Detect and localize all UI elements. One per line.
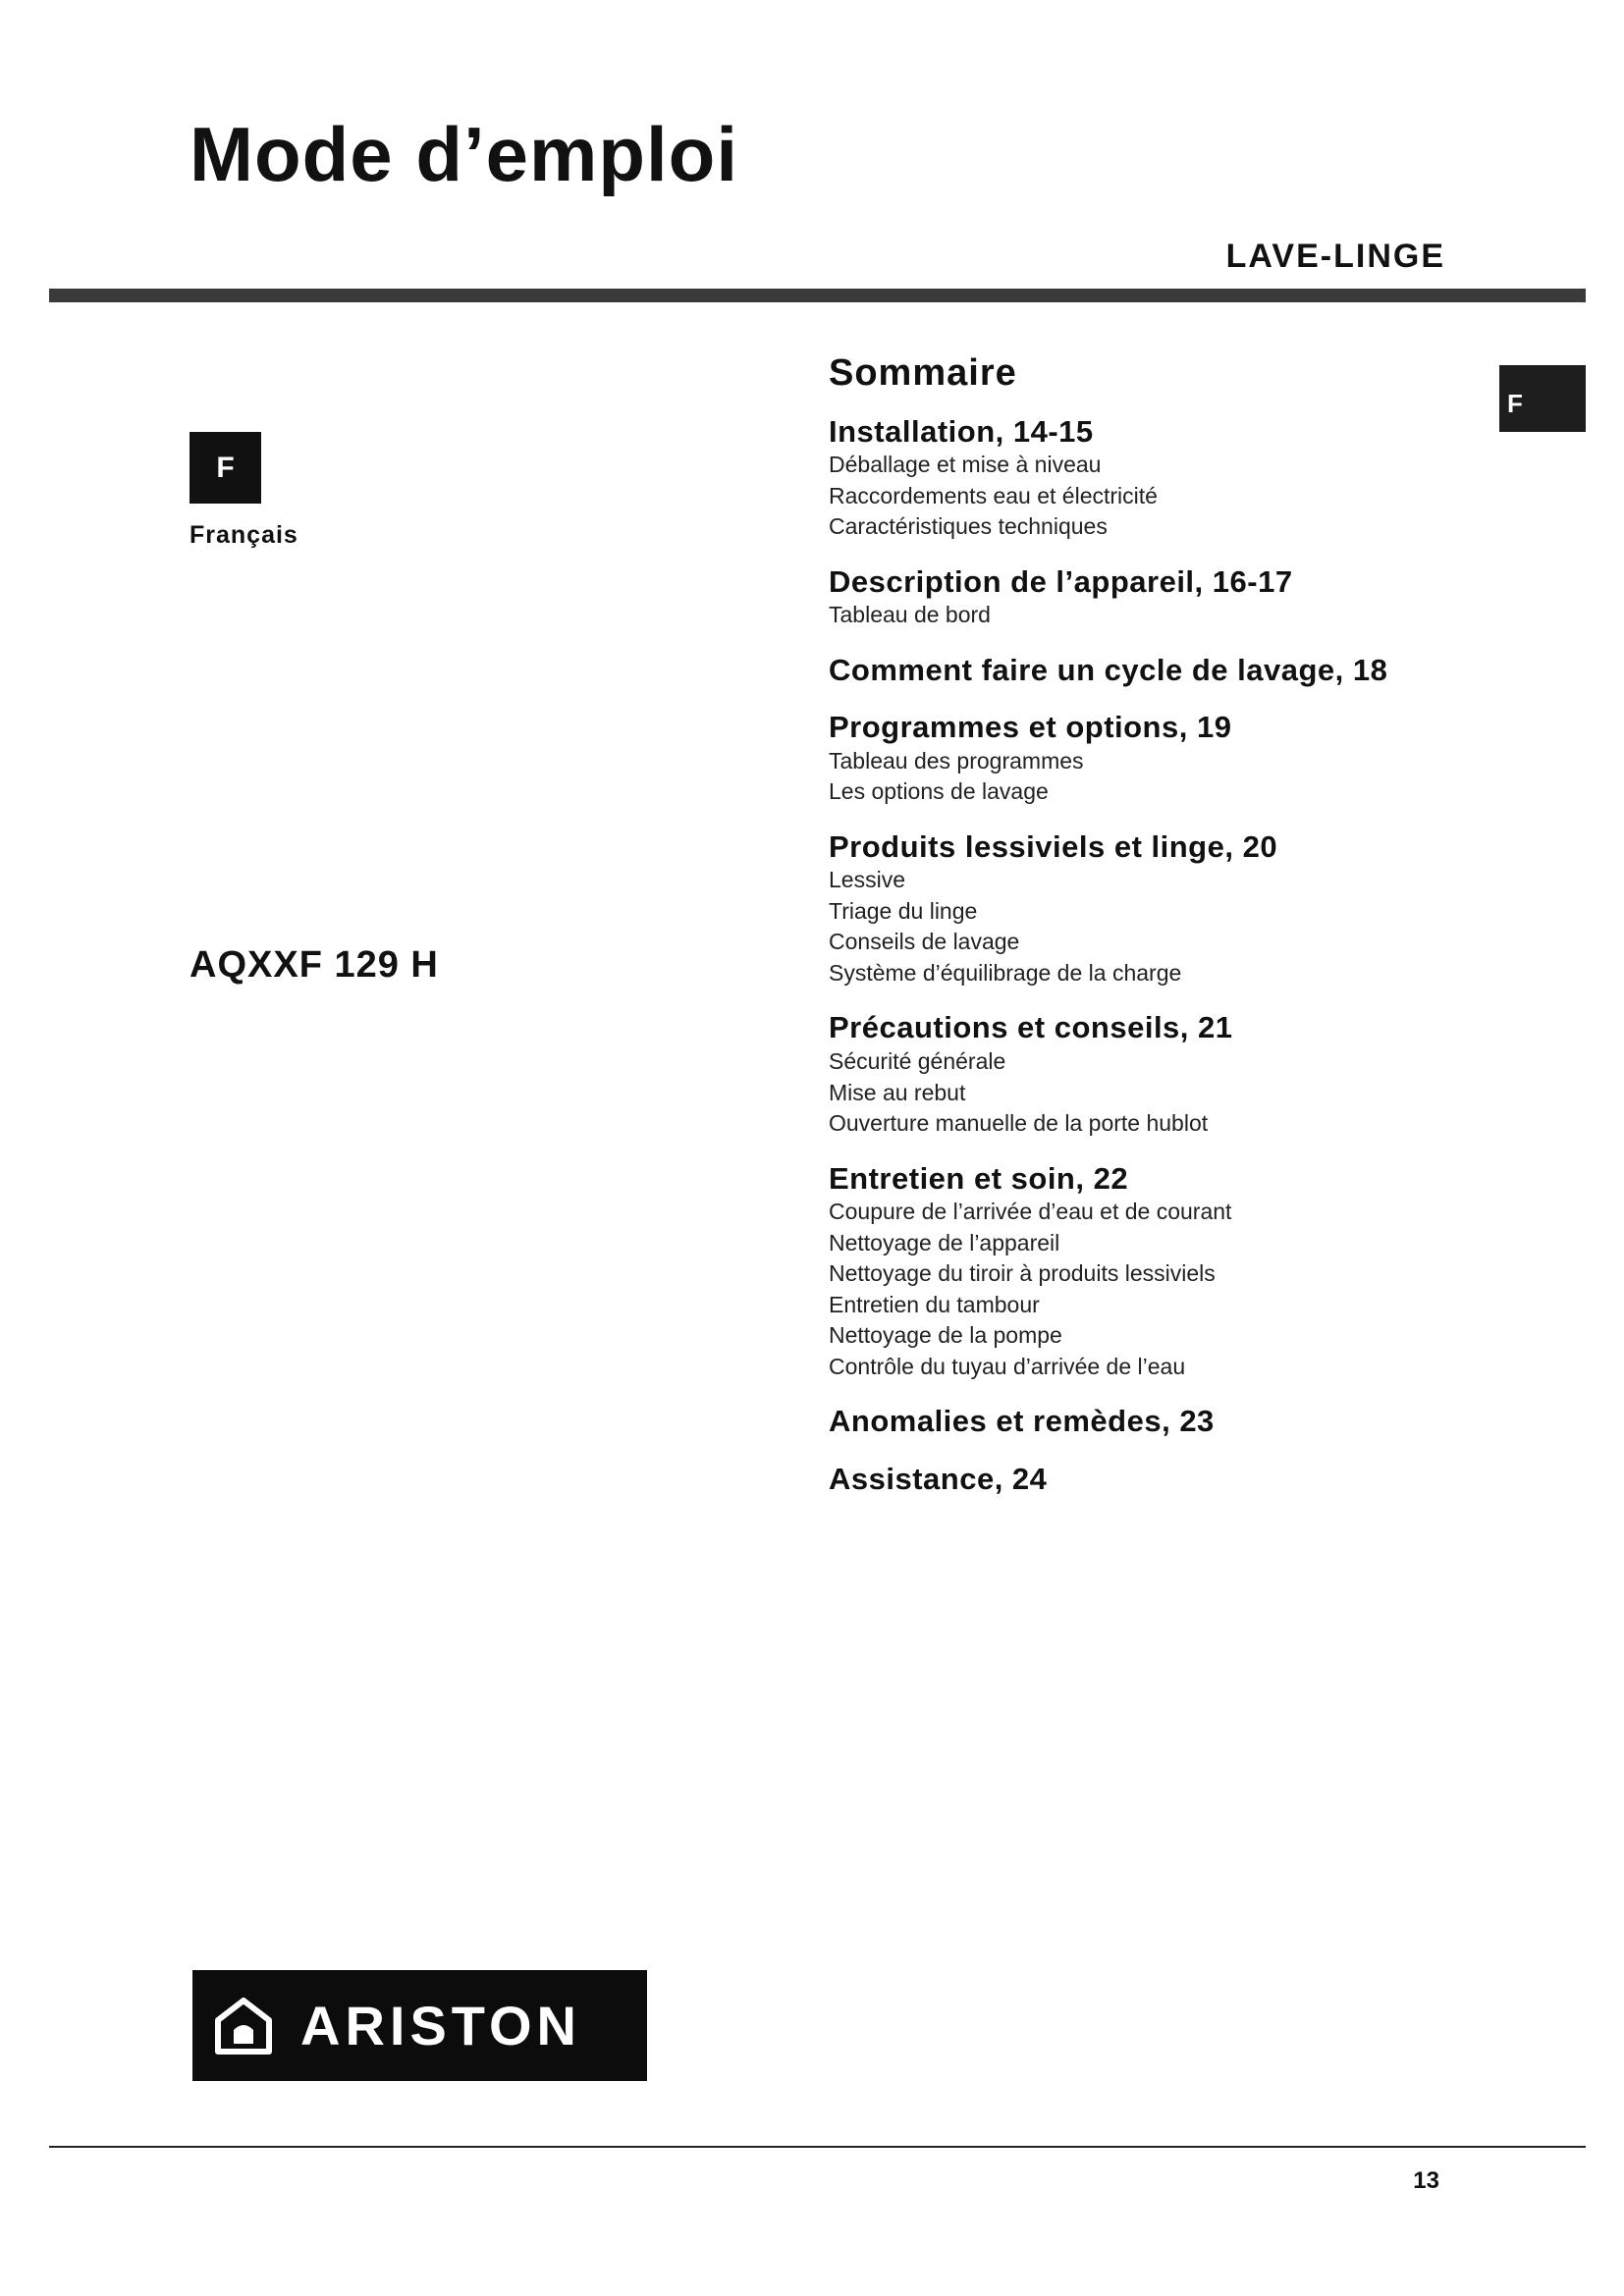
toc-section	[829, 1404, 1496, 1440]
toc-section-title: Installation, 14-15	[829, 413, 1094, 449]
toc-item: Déballage et mise à niveau	[829, 452, 1102, 478]
toc-section-title: Anomalies et remèdes, 23	[829, 1404, 1215, 1439]
toc-item: Triage du linge	[829, 897, 978, 924]
toc-item: Entretien du tambour	[829, 1291, 1040, 1317]
toc-item: Nettoyage de la pompe	[829, 1322, 1062, 1349]
toc-item: Nettoyage du tiroir à produits lessiviels	[829, 1260, 1216, 1287]
language-label: Français	[189, 521, 298, 549]
toc-section-title: Précautions et conseils, 21	[829, 1010, 1233, 1045]
toc-section-title: Assistance, 24	[829, 1461, 1048, 1496]
brand-name: ARISTON	[300, 1995, 581, 2056]
language-badge: F	[189, 432, 261, 504]
product-type: LAVE-LINGE	[1225, 238, 1445, 275]
toc-section	[829, 414, 1496, 543]
toc-item: Ouverture manuelle de la porte hublot	[829, 1110, 1209, 1137]
toc-section	[829, 1010, 1496, 1139]
toc-item: Coupure de l’arrivée d’eau et de courant	[829, 1199, 1232, 1225]
footer-divider	[49, 2146, 1586, 2148]
toc-item: Lessive	[829, 867, 905, 893]
toc-item-list	[829, 600, 1496, 631]
house-icon	[212, 1995, 275, 2057]
toc-section-title: Description de l’appareil, 16-17	[829, 563, 1293, 599]
header-divider	[49, 289, 1586, 302]
toc-section	[829, 710, 1496, 808]
toc-item-list	[829, 1197, 1496, 1382]
toc-section	[829, 1462, 1496, 1498]
toc-heading: Sommaire	[829, 352, 1017, 394]
toc-item: Tableau des programmes	[829, 747, 1084, 774]
brand-logo	[192, 1970, 647, 2081]
side-language-tab: F	[1499, 365, 1586, 432]
toc-item-list	[829, 1046, 1496, 1140]
toc-section-title: Produits lessiviels et linge, 20	[829, 828, 1278, 864]
toc-section	[829, 653, 1496, 689]
toc-item-list	[829, 865, 1496, 988]
toc-section-title: Entretien et soin, 22	[829, 1160, 1129, 1196]
page-title: Mode d’emploi	[189, 111, 738, 197]
toc-item-list	[829, 746, 1496, 808]
toc-sections	[829, 414, 1496, 1498]
page-number: 13	[1413, 2167, 1439, 2194]
toc-section-title: Programmes et options, 19	[829, 710, 1232, 745]
toc-item: Conseils de lavage	[829, 929, 1020, 955]
toc-section	[829, 1161, 1496, 1383]
toc-item: Caractéristiques techniques	[829, 513, 1108, 540]
toc-item-list	[829, 450, 1496, 543]
toc-section	[829, 564, 1496, 631]
model-number: AQXXF 129 H	[189, 944, 439, 986]
toc-item: Mise au rebut	[829, 1079, 966, 1105]
toc-item: Sécurité générale	[829, 1048, 1006, 1075]
toc-item: Les options de lavage	[829, 778, 1049, 805]
toc-section-title: Comment faire un cycle de lavage, 18	[829, 652, 1388, 687]
table-of-contents	[829, 351, 1496, 1519]
toc-item: Raccordements eau et électricité	[829, 482, 1158, 508]
toc-item: Système d’équilibrage de la charge	[829, 959, 1182, 986]
toc-item: Nettoyage de l’appareil	[829, 1229, 1060, 1255]
toc-section	[829, 829, 1496, 989]
toc-item: Contrôle du tuyau d’arrivée de l’eau	[829, 1353, 1186, 1379]
toc-item: Tableau de bord	[829, 602, 991, 628]
